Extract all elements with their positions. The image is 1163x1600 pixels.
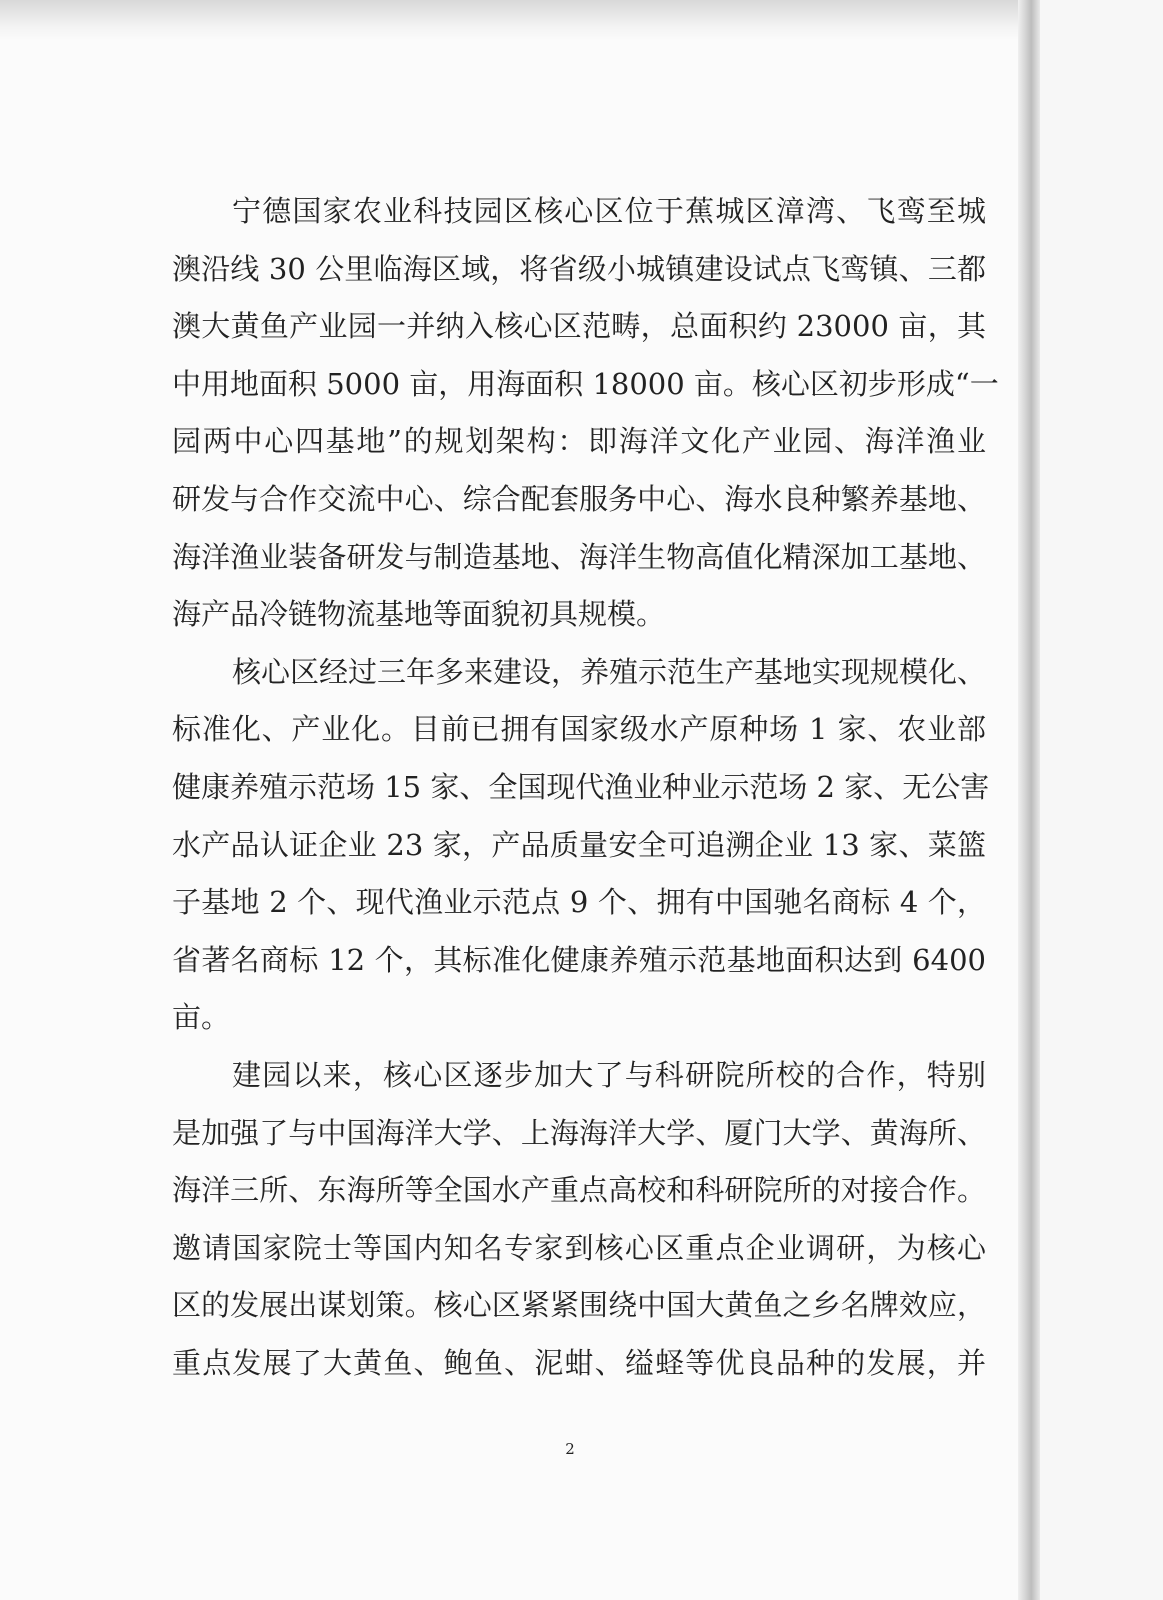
text-line: 海洋渔业装备研发与制造基地、海洋生物高值化精深加工基地、 bbox=[172, 539, 986, 574]
text-line: 澳沿线 30 公里临海区域，将省级小城镇建设试点飞鸾镇、三都 bbox=[172, 251, 986, 286]
paragraph bbox=[172, 183, 999, 644]
paragraph bbox=[172, 644, 990, 1047]
scan-margin bbox=[1040, 0, 1163, 1600]
text-line: 建园以来，核心区逐步加大了与科研院所校的合作，特别 bbox=[232, 1057, 986, 1092]
text-line: 省著名商标 12 个，其标准化健康养殖示范基地面积达到 6400 bbox=[172, 942, 986, 977]
scan-top-shadow bbox=[0, 0, 1163, 40]
paragraph bbox=[172, 1047, 986, 1393]
text-line: 研发与合作交流中心、综合配套服务中心、海水良种繁养基地、 bbox=[172, 481, 986, 516]
document-body bbox=[172, 183, 999, 1392]
text-line: 标准化、产业化。目前已拥有国家级水产原种场 1 家、农业部 bbox=[172, 712, 986, 747]
text-line: 是加强了与中国海洋大学、上海海洋大学、厦门大学、黄海所、 bbox=[172, 1115, 986, 1150]
text-line: 重点发展了大黄鱼、鲍鱼、泥蚶、缢蛏等优良品种的发展，并 bbox=[172, 1345, 986, 1380]
scan-page-edge bbox=[1018, 0, 1040, 1600]
text-line: 健康养殖示范场 15 家、全国现代渔业种业示范场 2 家、无公害 bbox=[172, 769, 990, 804]
text-line: 子基地 2 个、现代渔业示范点 9 个、拥有中国驰名商标 4 个， bbox=[172, 885, 986, 920]
text-line: 邀请国家院士等国内知名专家到核心区重点企业调研，为核心 bbox=[172, 1230, 986, 1265]
text-line: 海产品冷链物流基地等面貌初具规模。 bbox=[172, 597, 666, 632]
page-number: 2 bbox=[565, 1440, 575, 1458]
text-line: 中用地面积 5000 亩，用海面积 18000 亩。核心区初步形成“一 bbox=[172, 366, 999, 401]
text-line: 亩。 bbox=[172, 1000, 231, 1035]
text-line: 水产品认证企业 23 家，产品质量安全可追溯企业 13 家、菜篮 bbox=[172, 827, 986, 862]
text-line: 海洋三所、东海所等全国水产重点高校和科研院所的对接合作。 bbox=[172, 1173, 986, 1208]
text-line: 园两中心四基地”的规划架构：即海洋文化产业园、海洋渔业 bbox=[172, 424, 986, 459]
text-line: 核心区经过三年多来建设，养殖示范生产基地实现规模化、 bbox=[232, 654, 987, 689]
text-line: 区的发展出谋划策。核心区紧紧围绕中国大黄鱼之乡名牌效应， bbox=[172, 1288, 986, 1323]
text-line: 澳大黄鱼产业园一并纳入核心区范畴，总面积约 23000 亩，其 bbox=[172, 309, 986, 344]
text-line: 宁德国家农业科技园区核心区位于蕉城区漳湾、飞鸾至城 bbox=[232, 194, 986, 228]
